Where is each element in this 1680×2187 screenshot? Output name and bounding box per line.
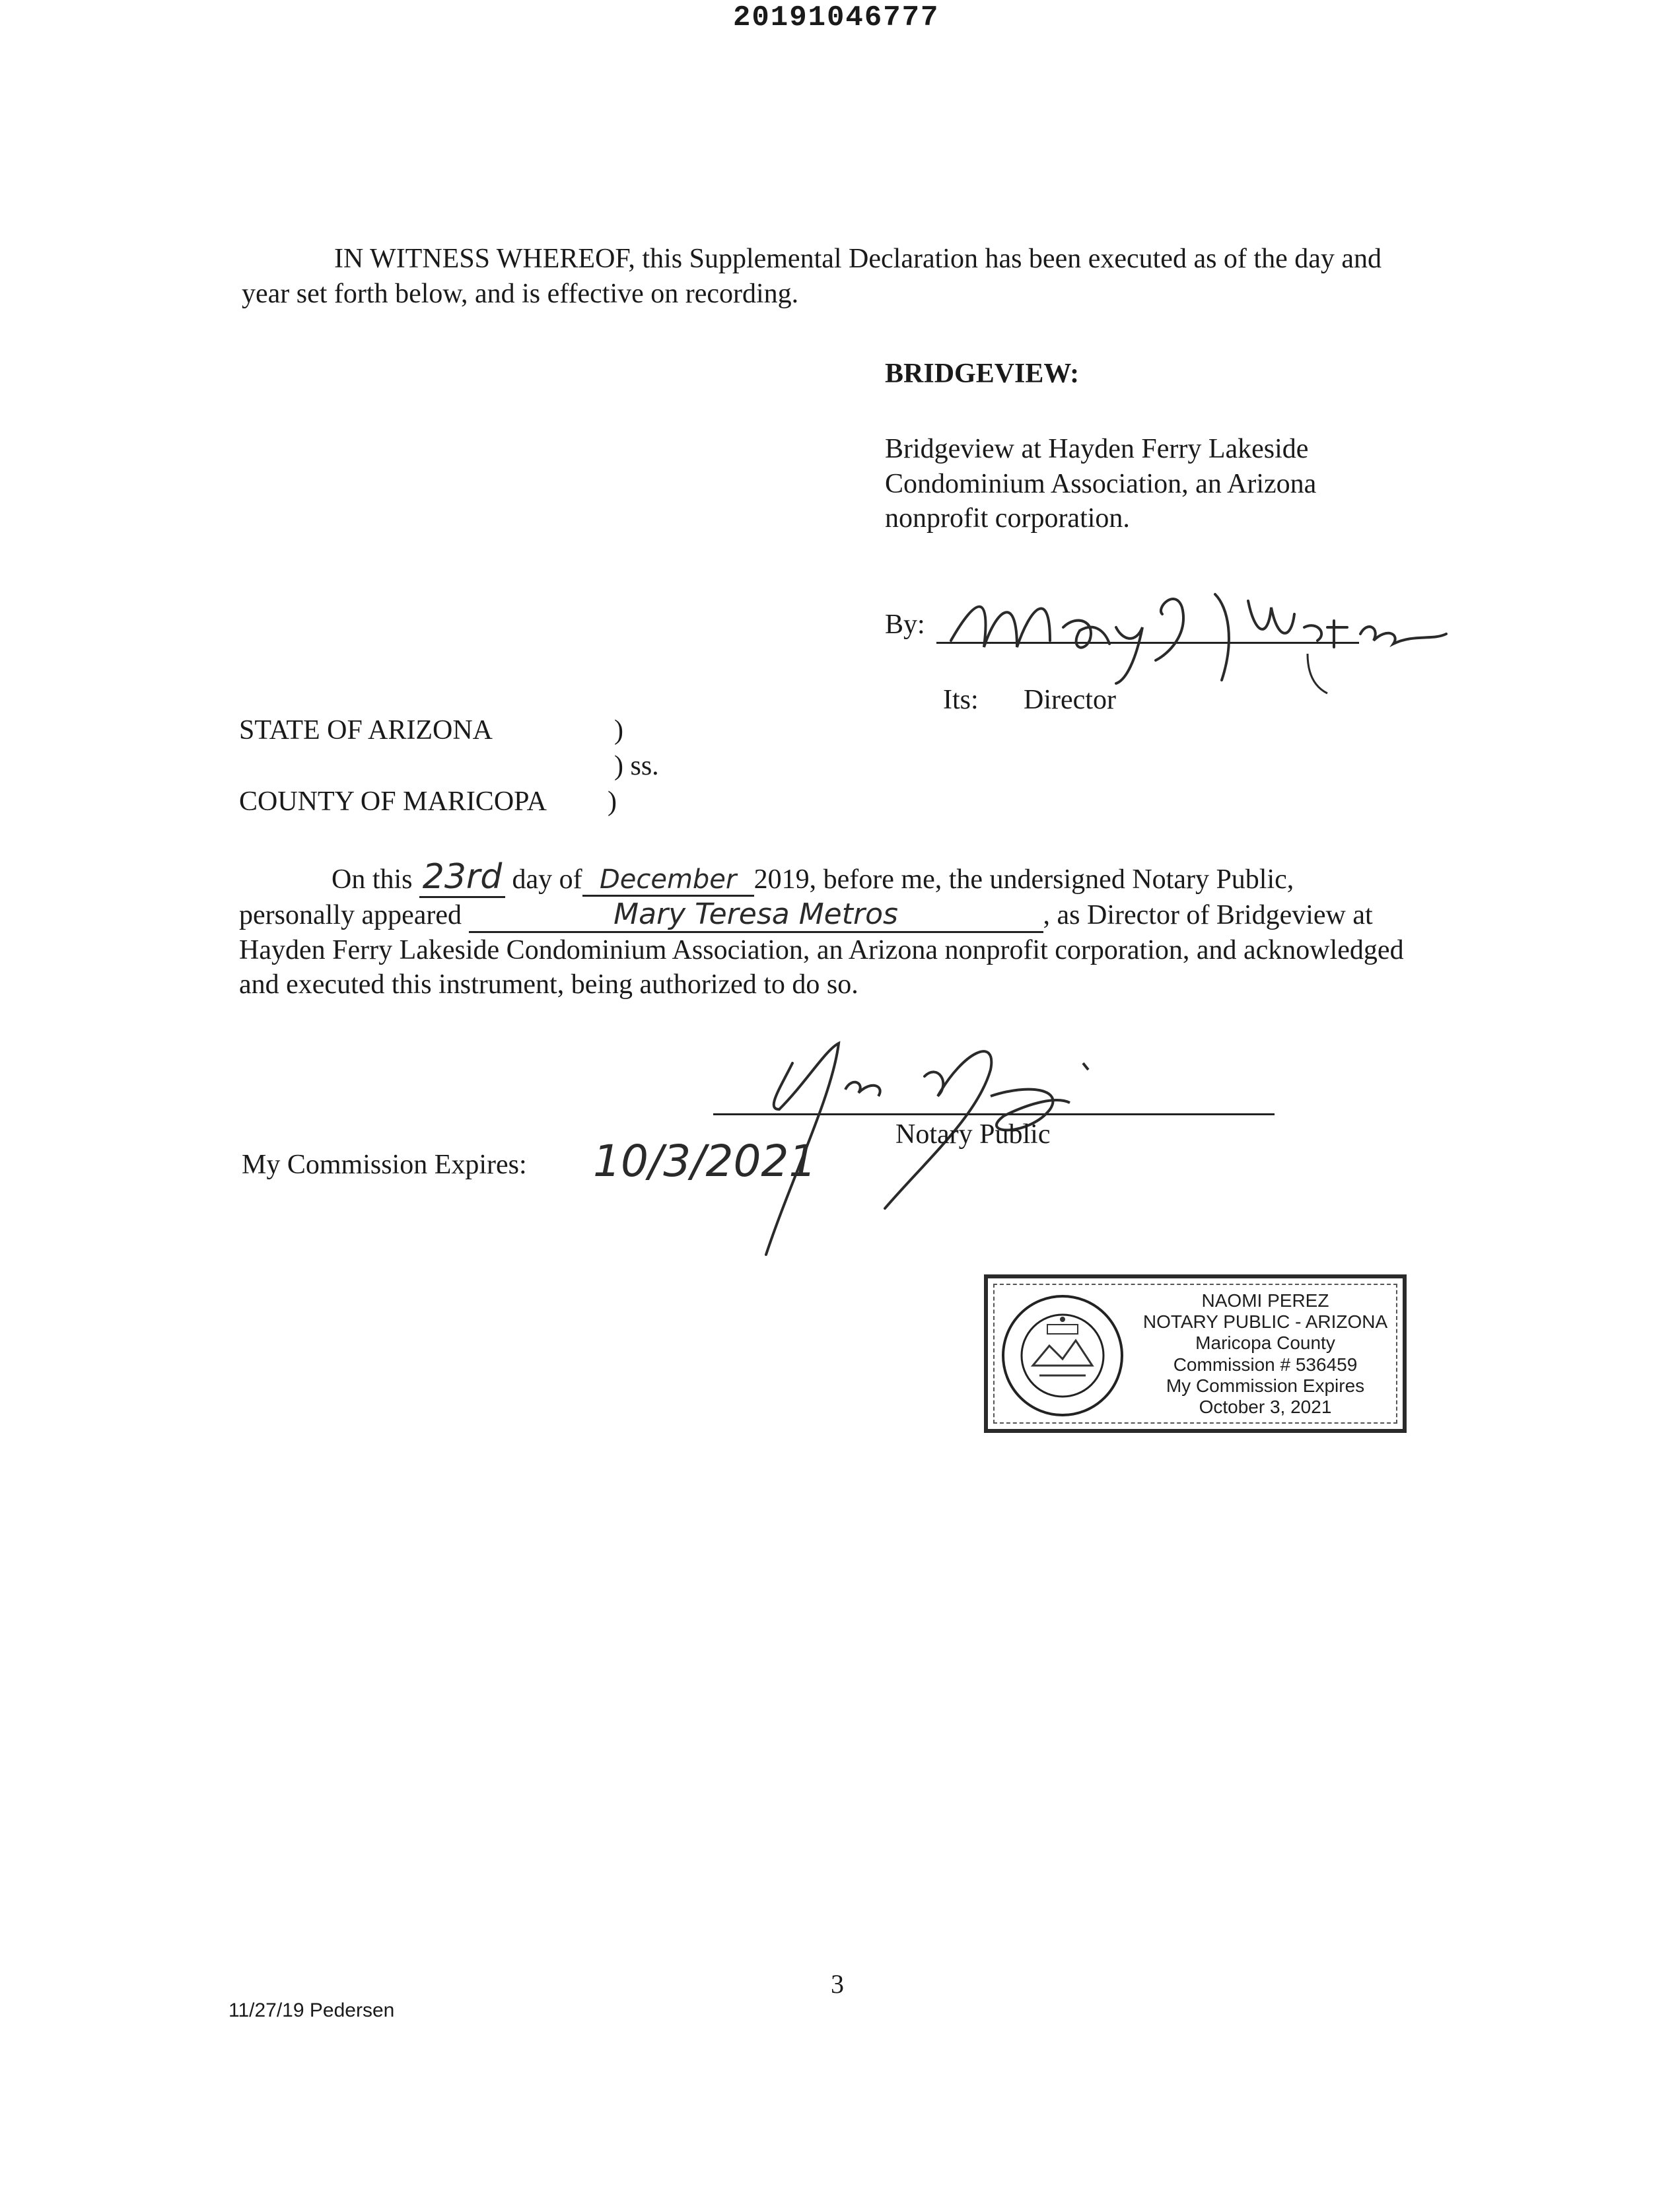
- county-label: COUNTY OF MARICOPA: [239, 786, 547, 817]
- by-label: By:: [885, 609, 925, 640]
- county-paren: ): [608, 786, 617, 817]
- notary-public-label: Notary Public: [895, 1119, 1051, 1150]
- its-label: Its:: [943, 685, 979, 715]
- appeared-name: Mary Teresa Metros: [613, 897, 898, 932]
- commission-expires-date: 10/3/2021: [593, 1136, 817, 1187]
- stamp-expires-date: October 3, 2021: [1199, 1396, 1332, 1417]
- stamp-expires-label: My Commission Expires: [1166, 1375, 1365, 1396]
- year-text: 2019, before me, the undersigned Notary Public,: [753, 864, 1294, 895]
- witness-paragraph: IN WITNESS WHEREOF, this Supplemental Declaration has been executed as of the day and year set forth below, and is effective on recording.: [242, 244, 1382, 309]
- recording-number: 20191046777: [733, 1, 940, 34]
- arizona-seal-icon: [1000, 1293, 1125, 1418]
- stamp-commission-number: Commission # 536459: [1173, 1354, 1358, 1375]
- state-label: STATE OF ARIZONA: [239, 715, 493, 746]
- stamp-title: NOTARY PUBLIC - ARIZONA: [1142, 1311, 1388, 1333]
- page-number: 3: [831, 1969, 844, 1999]
- personally-appeared-text: personally appeared: [239, 900, 462, 931]
- director-signature: [938, 568, 1453, 700]
- association-name: Bridgeview at Hayden Ferry Lakeside Condominium Association, an Arizona nonprofit corporation.: [885, 434, 1317, 534]
- stamp-text-block: [1133, 1290, 1397, 1418]
- day-fill: [419, 858, 505, 898]
- acknowledgment-paragraph: [239, 858, 1441, 1002]
- on-this-text: On this: [332, 864, 413, 895]
- commission-expires-label: My Commission Expires:: [242, 1150, 527, 1180]
- day-value: 23rd: [422, 857, 503, 897]
- footer-reference: 11/27/19 Pedersen: [228, 1999, 395, 2021]
- acknowledgment-rest: , as Director of Bridgeview at Hayden Ferry Lakeside Condominium Association, an Arizona nonprofit corporation, and acknowledged and executed this instrument, being authorized to do so.: [239, 900, 1404, 1000]
- stamp-county: Maricopa County: [1195, 1333, 1335, 1354]
- appeared-name-fill: [469, 899, 1043, 932]
- month-fill: [582, 864, 754, 897]
- day-of-text: day of: [512, 864, 582, 895]
- state-paren: ): [614, 715, 623, 746]
- notary-stamp: [984, 1274, 1407, 1433]
- signatory-heading: BRIDGEVIEW:: [885, 359, 1080, 389]
- its-value: Director: [1024, 685, 1116, 715]
- stamp-name: NAOMI PEREZ: [1201, 1290, 1329, 1311]
- ss-label: ) ss.: [614, 751, 659, 781]
- month-value: December: [599, 864, 737, 895]
